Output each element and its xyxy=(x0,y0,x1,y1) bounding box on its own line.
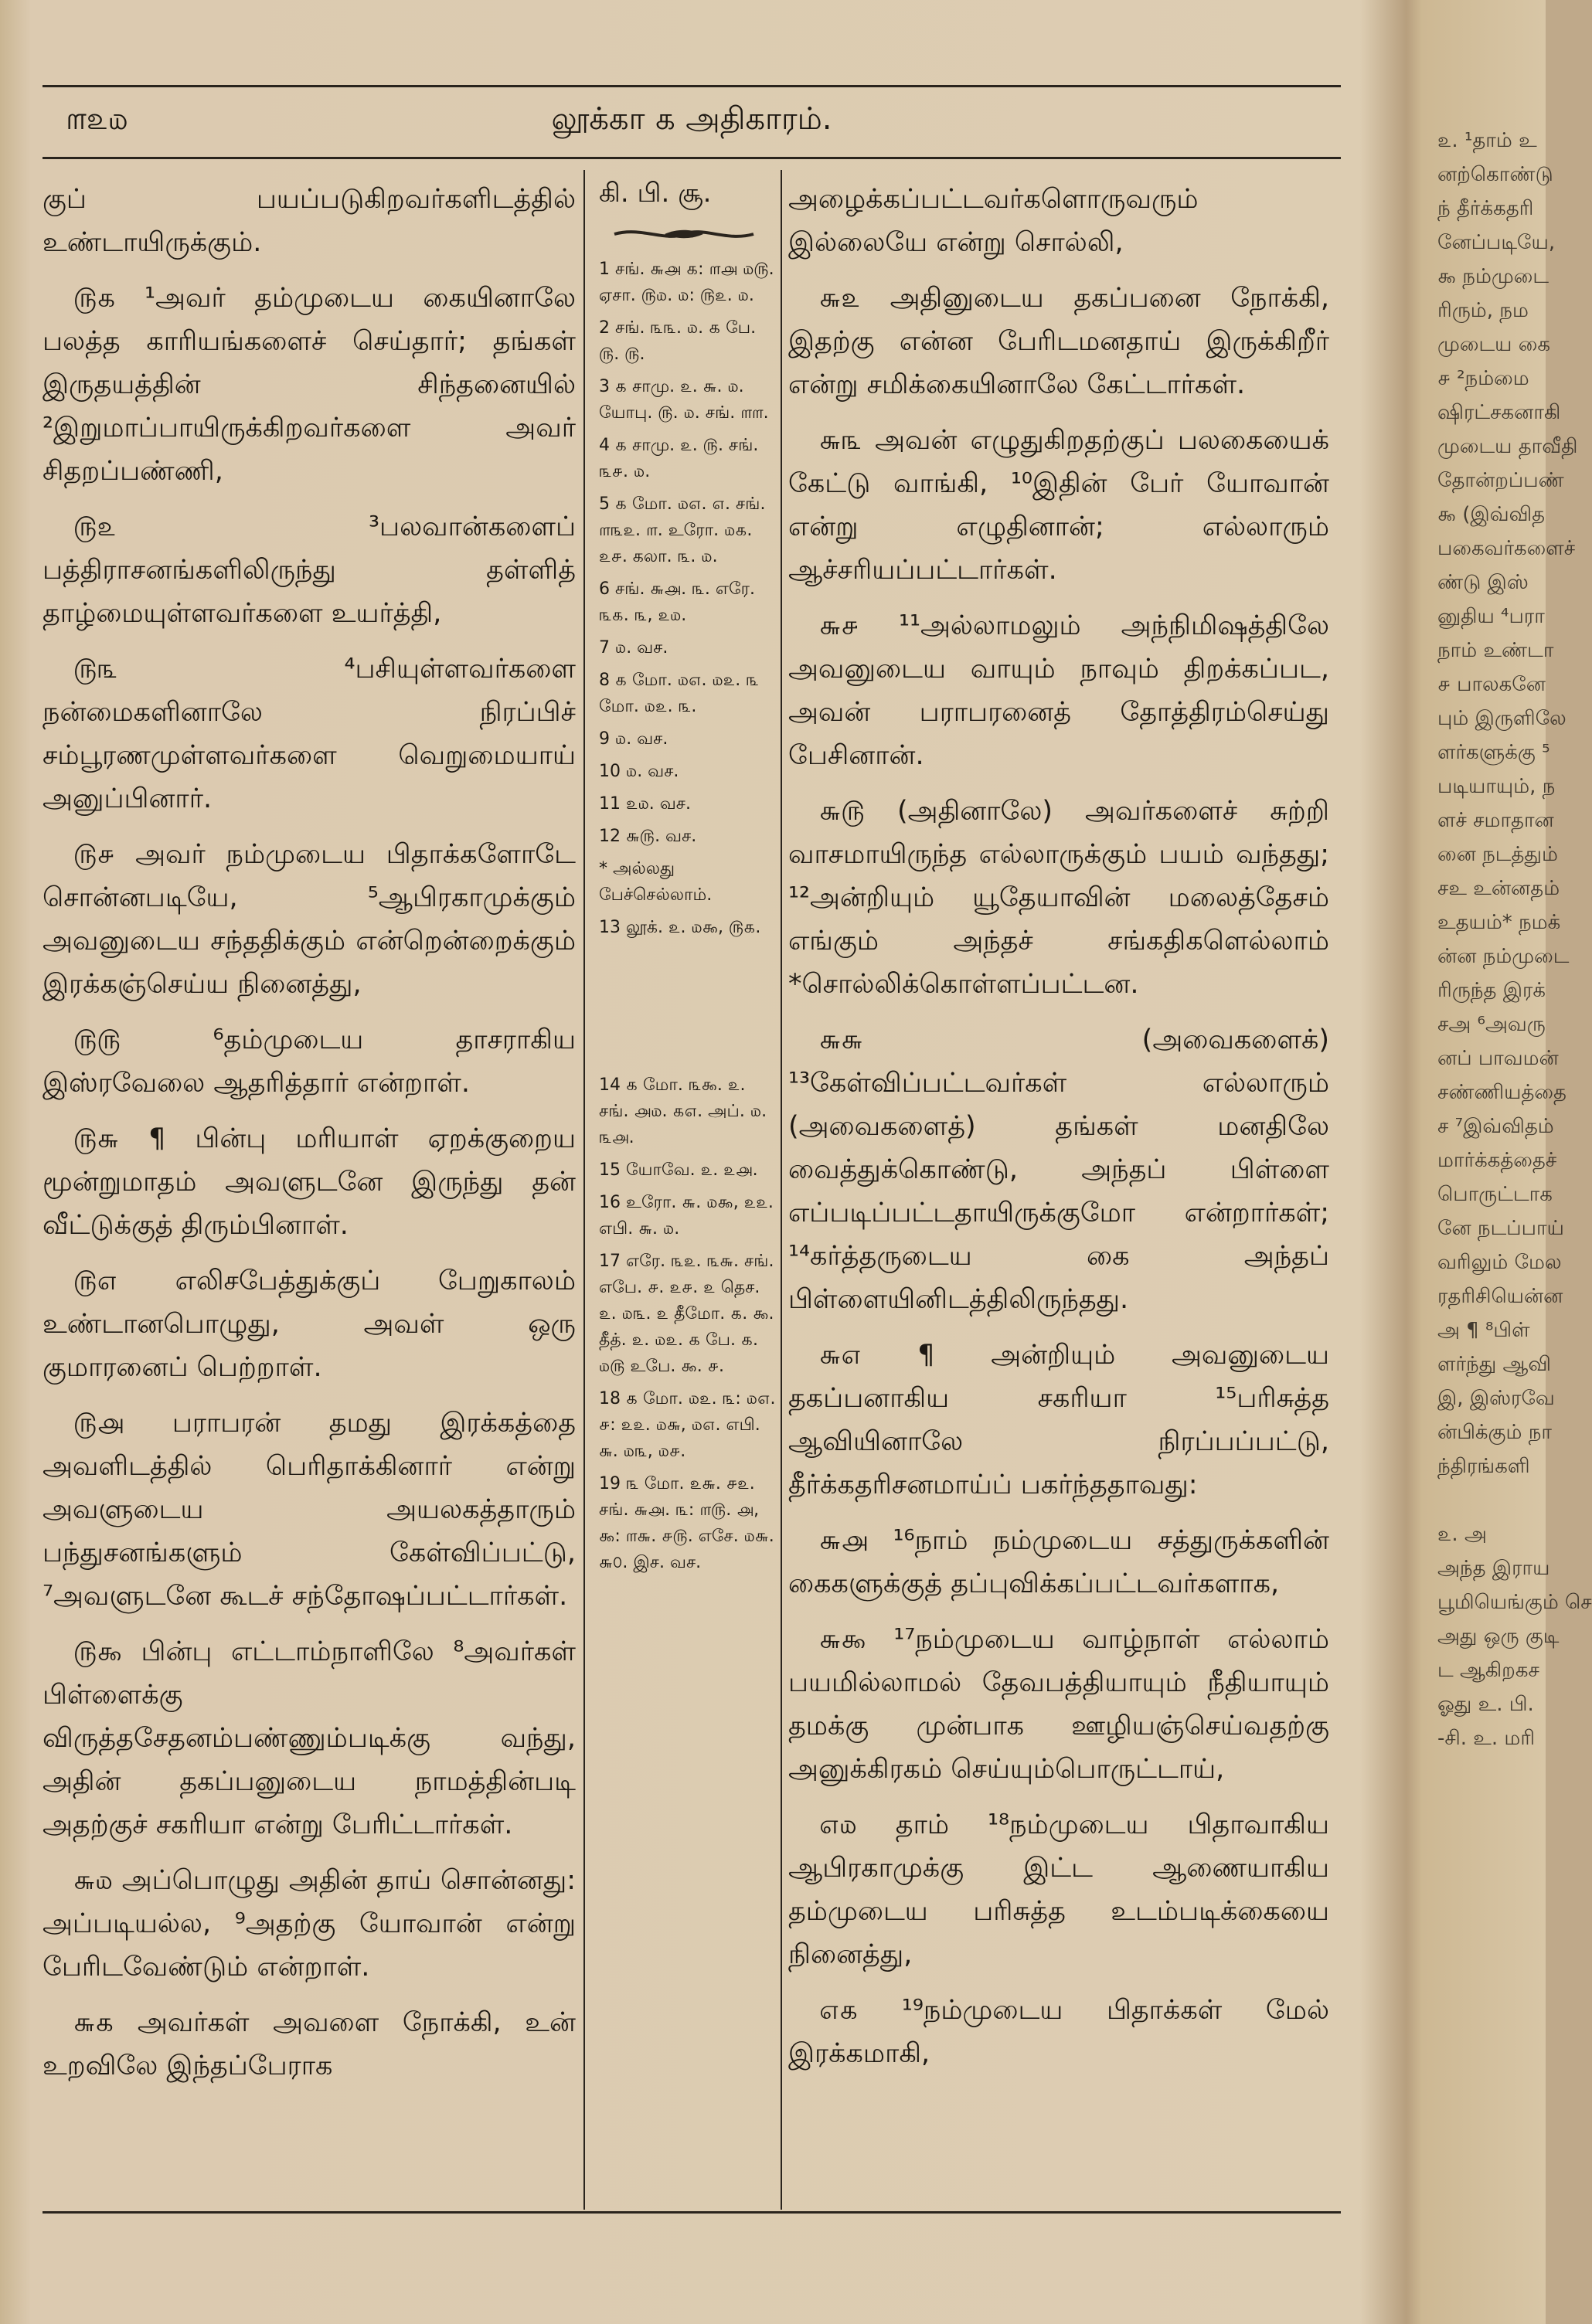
facing-page-line: ௨. ¹தாம் உ xyxy=(1437,129,1537,152)
facing-page-line: ௯ (இவ்வித xyxy=(1437,503,1546,526)
verse: ௬௯ ¹⁷நம்முடைய வாழ்நாள் எல்லாம் பயமில்லாமல் தேவபத்தியாயும் நீதியாயும் தமக்கு முன்பாக ஊழியஞ்செய்வதற்கு அனுக்கிரகம் செய்யும்பொருட்டாய், xyxy=(788,1624,1329,1785)
bottom-rule xyxy=(43,2211,1341,2214)
verse: ௭௰ தாம் ¹⁸நம்முடைய பிதாவாகிய ஆபிரகாமுக்கு இட்ட ஆணையாகிய தம்முடைய பரிசுத்த உடம்படிக்கையை நினைத்து, xyxy=(788,1809,1329,1970)
xref-group-lower xyxy=(591,1072,777,1576)
verse: ௬௫ (அதினாலே) அவர்களைச் சுற்றி வாசமாயிருந்த எல்லாருக்கும் பயம் வந்தது; ¹²அன்றியும் யூதேயாவின் மலைத்தேசம் எங்கும் அந்தச் சங்கதிகளெல்லாம் *சொல்லிக்கொள்ளப்பட்டன. xyxy=(788,796,1329,1000)
facing-page-line: மார்க்கத்தைச் xyxy=(1437,1149,1557,1172)
verse: ௫௩ ⁴பசியுள்ளவர்களை நன்மைகளினாலே நிரப்பிச் சம்பூரணமுள்ளவர்களை வெறுமையாய் அனுப்பினார். xyxy=(43,654,576,814)
facing-page-line: தோன்றப்பண் xyxy=(1437,469,1564,492)
verse: ௫௮ பராபரன் தமது இரக்கத்தை அவளிடத்தில் பெரிதாக்கினார் என்று அவளுடைய அயலகத்தாரும் பந்துசனங்களும் கேள்விப்பட்டு, ⁷அவளுடனே கூடச் சந்தோஷப்பட்டார்கள். xyxy=(43,1408,576,1612)
verse: ௫௯ பின்பு எட்டாம்நாளிலே ⁸அவர்கள் பிள்ளைக்கு விருத்தசேதனம்பண்ணும்படிக்கு வந்து, அதின் தகப்பனுடைய நாமத்தின்படி அதற்குச் சகரியா என்று பேரிட்டார்கள். xyxy=(43,1636,576,1840)
verse: ௫௫ ⁶தம்முடைய தாசராகிய இஸ்ரவேலை ஆதரித்தார் என்றாள். xyxy=(43,1024,576,1099)
verse: ௭௧ ¹⁹நம்முடைய பிதாக்கள் மேல் இரக்கமாகி, xyxy=(788,1995,1329,2069)
verse: ௬௧ அவர்கள் அவளை நோக்கி, உன் உறவிலே இந்தப்பேராக xyxy=(43,2007,576,2081)
facing-page-line: சஉ உன்னதம் xyxy=(1437,877,1560,900)
verse: ௫௪ அவர் நம்முடைய பிதாக்களோடே சொன்னபடியே, ⁵ஆபிரகாமுக்கும் அவனுடைய சந்ததிக்கும் என்றென்றைக்கும் இரக்கஞ்செய்ய நினைத்து, xyxy=(43,839,576,1000)
facing-page-line: ஷிரட்சகனாகி xyxy=(1437,401,1561,424)
xref-entry: 5 ௧ மோ. ௰௭. ௭. சங். ௱௩௨. ௱. உரோ. ௰௧. ௨௪. கலா. ௩. ௰. xyxy=(599,494,766,566)
running-title: லூக்கா ௧ அதிகாரம். xyxy=(551,101,832,137)
verse: ௬௮ ¹⁶நாம் நம்முடைய சத்துருக்களின் கைகளுக்குத் தப்புவிக்கப்பட்டவர்களாக, xyxy=(788,1525,1329,1599)
facing-page-line: ௪ ²நம்மை xyxy=(1437,367,1529,390)
facing-page-line: ளச் சமாதான xyxy=(1437,809,1554,832)
facing-page-line: பும் இருளிலே xyxy=(1437,707,1566,730)
column-rule-right xyxy=(781,170,782,2210)
facing-page-line: ரதரிசியென்ன xyxy=(1437,1285,1563,1308)
facing-page-line: ரிரும், நம xyxy=(1437,299,1529,322)
page xyxy=(43,85,1341,2295)
xref-entry: * அல்லது பேச்செல்லாம். xyxy=(599,859,713,905)
text-column-left xyxy=(43,178,576,2100)
facing-page-line: ௪ பாலகனே xyxy=(1437,673,1546,696)
facing-page-line: னேப்படியே, xyxy=(1437,231,1556,254)
facing-page-line: ச ⁷இவ்விதம் xyxy=(1437,1115,1554,1138)
xref-entry: 18 ௧ மோ. ௰௨. ௩: ௰௭. ௪: ௨௨. ௰௬, ௰௭. எபி. ௬. ௰௩, ௰௪. xyxy=(599,1389,776,1461)
xref-entry: 14 ௧ மோ. ௩௯. ௨. சங். ௮௰. ௧௭. அப். ௰. ௩௮. xyxy=(599,1075,767,1147)
xref-entry: 1 சங். ௬௮ ௧: ௱௮ ௰௫. ஏசா. ௫௰. ௰: ௫௨. ௰. xyxy=(599,260,774,305)
facing-page-line: அ ¶ ⁸பிள் xyxy=(1437,1319,1530,1342)
xref-entry: 13 லூக். ௨. ௰௯, ௫௧. xyxy=(599,918,761,937)
facing-page-line: நாம் உண்டா xyxy=(1437,639,1554,662)
xref-entry: 3 ௧ சாமு. ௨. ௬. ௰. யோபு. ௫. ௰. சங். ௱௱. xyxy=(599,377,769,423)
facing-page-line: சஅ ⁶அவரு xyxy=(1437,1013,1546,1036)
facing-page-line: அந்த இராய xyxy=(1437,1557,1550,1580)
facing-page-line: ட ஆகிறகச xyxy=(1437,1659,1539,1682)
xref-entry: 8 ௧ மோ. ௰௭. ௰௨. ௩ மோ. ௰௨. ௩. xyxy=(599,671,760,716)
verse: ௬௩ அவன் எழுதுகிறதற்குப் பலகையைக் கேட்டு வாங்கி, ¹⁰இதின் பேர் யோவான் என்று எழுதினான்; எல்லாரும் ஆச்சரியப்பட்டார்கள். xyxy=(788,425,1329,586)
xref-entry: 16 உரோ. ௬. ௰௯, ௨௨. எபி. ௬. ௰. xyxy=(599,1193,774,1238)
facing-page-line: பூமியெங்கும் செ xyxy=(1437,1591,1592,1614)
verse: ௫௬ ¶ பின்பு மரியாள் ஏறக்குறைய மூன்றுமாதம் அவளுடனே இருந்து தன் வீட்டுக்குத் திரும்பினாள். xyxy=(43,1123,576,1241)
facing-page-line: ன்ன நம்முடை xyxy=(1437,945,1570,968)
xref-entry: 9 ௰. வச. xyxy=(599,729,668,749)
verse: ௫௭ எலிசபேத்துக்குப் பேறுகாலம் உண்டானபொழுது, அவள் ஒரு குமாரனைப் பெற்றாள். xyxy=(43,1266,576,1383)
xref-entry: 11 ௨௰. வச. xyxy=(599,794,691,814)
facing-page-line: னற்கொண்டு xyxy=(1437,163,1553,186)
verse: ௬௭ ¶ அன்றியும் அவனுடைய தகப்பனாகிய சகரியா ¹⁵பரிசுத்த ஆவியினாலே நிரப்பப்பட்டு, தீர்க்கதரிசனமாய்ப் பகர்ந்ததாவது: xyxy=(788,1340,1329,1500)
facing-page-line: ன்பிக்கும் நா xyxy=(1437,1421,1552,1444)
facing-page-line xyxy=(1437,1483,1546,1517)
verse: ௬௬ (அவைகளைக்) ¹³கேள்விப்பட்டவர்கள் எல்லாரும் (அவைகளைத்) தங்கள் மனதிலே வைத்துக்கொண்டு, அந்தப் பிள்ளை எப்படிப்பட்டதாயிருக்குமோ என்றார்கள்; ¹⁴கர்த்தருடைய கை அந்தப் பிள்ளையினிடத்திலிருந்தது. xyxy=(788,1024,1329,1315)
facing-page-line: ண்டு இஸ் xyxy=(1437,571,1529,594)
facing-page-line: ௯ நம்முடை xyxy=(1437,265,1549,288)
verse: ௬௰ அப்பொழுது அதின் தாய் சொன்னது: அப்படியல்ல, ⁹அதற்கு யோவான் என்று பேரிடவேண்டும் என்றாள். xyxy=(43,1865,576,1983)
xref-entry: 12 ௬௫. வச. xyxy=(599,827,697,846)
xref-entry: 4 ௧ சாமு. ௨. ௫. சங். ௩௪. ௰. xyxy=(599,436,759,481)
verse: ௬௪ ¹¹அல்லாமலும் அந்நிமிஷத்திலே அவனுடைய வாயும் நாவும் திறக்கப்பட, அவன் பராபரனைத் தோத்திரம்செய்து பேசினான். xyxy=(788,610,1329,771)
facing-page-line: ந் தீர்க்கதரி xyxy=(1437,197,1534,220)
cross-reference-column xyxy=(591,178,777,1582)
facing-page-line: னப் பாவமன் xyxy=(1437,1047,1559,1070)
facing-page-line: வரிலும் மேல xyxy=(1437,1251,1562,1274)
xref-entry: 19 ௩ மோ. ௨௬. ௪௨. சங். ௬௮. ௩: ௱௫. ௮, ௯: ௱௬. ௪௫. எசே. ௰௬. ௬௦. இச. வச. xyxy=(599,1474,774,1572)
xref-heading: கி. பி. சூ. xyxy=(599,178,712,209)
facing-page-line: ந்திரங்களி xyxy=(1437,1455,1530,1478)
facing-page-line: முடைய கை xyxy=(1437,333,1550,356)
facing-page-edge xyxy=(1437,124,1592,1755)
running-header xyxy=(43,85,1341,159)
facing-page-line: உதயம்* நமக் xyxy=(1437,911,1561,934)
facing-page-line: ஓது உ. பி. xyxy=(1437,1693,1534,1716)
facing-page-line: பொருட்டாக xyxy=(1437,1183,1553,1206)
ornament-flourish-icon xyxy=(611,223,757,246)
facing-page-line: சண்ணியத்தை xyxy=(1437,1081,1566,1104)
verse: குப் பயப்படுகிறவர்களிடத்தில் உண்டாயிருக்கும். xyxy=(43,184,576,258)
facing-page-line: னே நடப்பாய் xyxy=(1437,1217,1564,1240)
xref-entry: 7 ௰. வச. xyxy=(599,638,668,657)
facing-page-line: ௨. அ xyxy=(1437,1523,1487,1546)
page-number: ௱௨௰ xyxy=(66,101,128,137)
facing-page-line: ரிருந்த இரக் xyxy=(1437,979,1546,1002)
facing-page-line: னை நடத்தும் xyxy=(1437,843,1558,866)
facing-page-line: படியாயும், ந xyxy=(1437,775,1556,798)
verse: ௫௨ ³பலவான்களைப் பத்திராசனங்களிலிருந்து தள்ளித் தாழ்மையுள்ளவர்களை உயர்த்தி, xyxy=(43,511,576,629)
xref-entry: 10 ௰. வச. xyxy=(599,762,679,781)
verse: ௬௨ அதினுடைய தகப்பனை நோக்கி, இதற்கு என்ன பேரிடமனதாய் இருக்கிறீர் என்று சமிக்கையினாலே கேட்டார்கள். xyxy=(788,283,1329,400)
column-rule-left xyxy=(583,170,585,2210)
facing-page-line: -சி. உ. மரி xyxy=(1437,1727,1536,1750)
xref-entry: 17 எரே. ௩௨. ௩௬. சங். எபே. ௪. ௨௪. ௨ தெச. ௨. ௰௩. ௨ தீமோ. ௧. ௯. தீத். ௨. ௰௨. ௧ பே. ௧. ௰௫ உபே. ௯. ௪. xyxy=(599,1252,774,1376)
text-column-right xyxy=(788,178,1329,2088)
xref-entry: 2 சங். ௩௩. ௰. ௧ பே. ௫. ௫. xyxy=(599,318,757,364)
facing-page-line: பகைவர்களைச் xyxy=(1437,537,1576,560)
xref-entry: 6 சங். ௬௮. ௩. எரே. ௩௧. ௩, ௨௰. xyxy=(599,579,756,625)
verse: ௫௧ ¹அவர் தம்முடைய கையினாலே பலத்த காரியங்களைச் செய்தார்; தங்கள் இருதயத்தின் சிந்தனையில் ²இறுமாப்பாயிருக்கிறவர்களை அவர் சிதறப்பண்ணி, xyxy=(43,283,576,487)
verse: அழைக்கப்பட்டவர்களொருவரும் இல்லையே என்று சொல்லி, xyxy=(788,184,1199,258)
xref-entry: 15 யோவே. ௨. ௨௮. xyxy=(599,1160,758,1180)
facing-page-line: ளர்களுக்கு ⁵ xyxy=(1437,741,1550,764)
facing-page-line: ளர்ந்து ஆவி xyxy=(1437,1353,1551,1376)
facing-page-line: இ, இஸ்ரவே xyxy=(1437,1387,1555,1410)
facing-page-line: அது ஒரு குடி xyxy=(1437,1625,1560,1648)
facing-page-line: னுதிய ⁴பரா xyxy=(1437,605,1545,628)
facing-page-line: முடைய தாவீதி xyxy=(1437,435,1578,458)
